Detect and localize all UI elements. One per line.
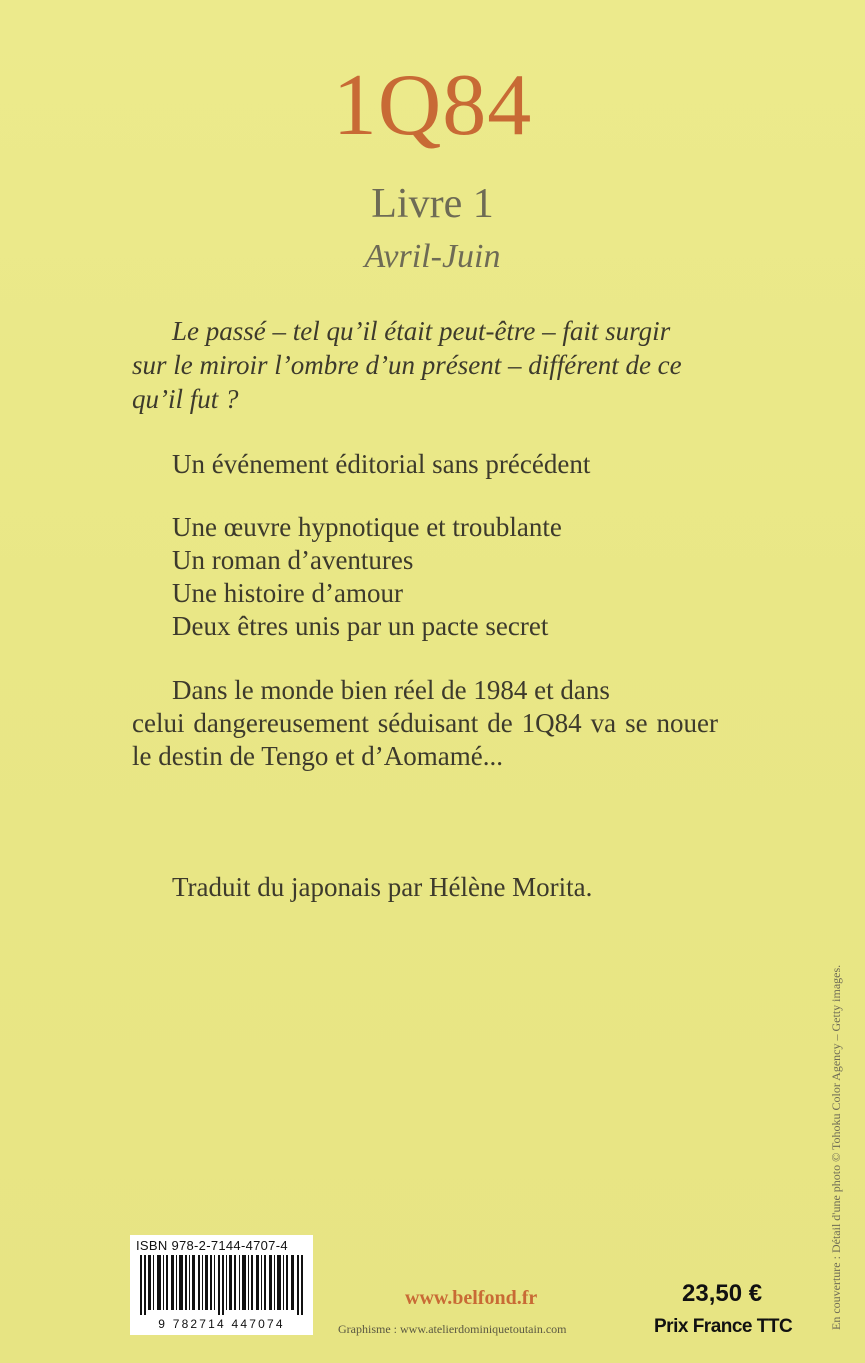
price: 23,50 € <box>682 1280 763 1307</box>
synopsis <box>132 674 718 773</box>
synopsis-rest: celui dangereusement séduisant de 1Q84 va se nouer le destin de Tengo et d’Aomamé... <box>132 708 718 771</box>
isbn-number: ISBN 978-2-7144-4707-4 <box>136 1238 288 1253</box>
quote-rest: sur le miroir l’ombre d’un présent – différent de ce qu’il fut ? <box>132 350 682 414</box>
barcode-bars-icon <box>140 1255 305 1315</box>
design-credit: Graphisme : www.atelierdominiquetoutain.com <box>338 1322 567 1336</box>
event-tagline: Un événement éditorial sans précédent <box>172 449 591 479</box>
price-label: Prix France TTC <box>654 1316 793 1337</box>
quote-line-1: Le passé – tel qu’il était peut-être – fait surgir <box>172 316 671 346</box>
feature-item: Une histoire d’amour <box>172 578 403 608</box>
translator-credit: Traduit du japonais par Hélène Morita. <box>172 872 593 902</box>
feature-item: Un roman d’aventures <box>172 545 414 575</box>
barcode <box>130 1235 313 1335</box>
epigraph-quote <box>132 314 732 416</box>
feature-item: Deux êtres unis par un pacte secret <box>172 611 549 641</box>
feature-list <box>172 511 732 643</box>
book-months: Avril-Juin <box>364 238 501 275</box>
synopsis-first-line: Dans le monde bien réel de 1984 et dans <box>172 675 610 705</box>
book-volume: Livre 1 <box>371 181 494 227</box>
publisher-website: www.belfond.fr <box>405 1287 538 1309</box>
photo-credit: En couverture : Détail d'une photo © Tohoku Color Agency – Getty images. <box>829 964 843 1330</box>
feature-item: Une œuvre hypnotique et troublante <box>172 512 562 542</box>
barcode-digits: 9 782714 447074 <box>158 1317 285 1331</box>
book-title: 1Q84 <box>332 57 533 154</box>
